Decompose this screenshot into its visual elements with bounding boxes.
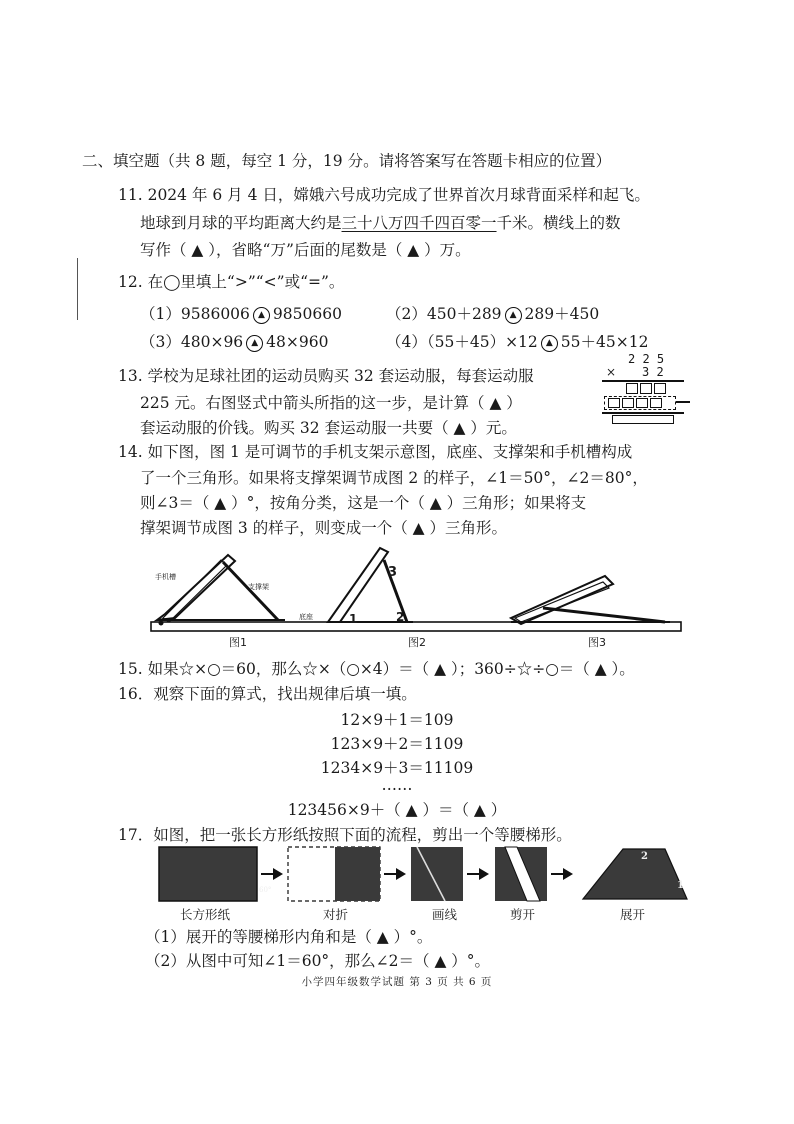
calc-box xyxy=(608,398,620,408)
q11-line1: 11. 2024 年 6 月 4 日，嫦娥六号成功完成了世界首次月球背面采样和起飞。 xyxy=(118,186,650,204)
calc-box xyxy=(650,398,662,408)
q12-item-1 xyxy=(140,302,342,324)
base-plate xyxy=(151,622,681,631)
label-support: 支撑架 xyxy=(248,583,269,591)
q16-eq-2: 123×9＋2＝1109 xyxy=(330,735,464,753)
q12-right: 9850660 xyxy=(272,305,342,323)
q12-left: 450＋289 xyxy=(426,305,502,323)
compare-circle: ▲ xyxy=(505,307,522,324)
rectangle-paper xyxy=(159,847,257,901)
trapezoid-angle-1: 1 xyxy=(677,880,684,891)
q13-line1: 13. 学校为足球社团的运动员购买 32 套运动服，每套运动服 xyxy=(118,367,534,385)
q16-stem: 16．观察下面的算式，找出规律后填一填。 xyxy=(118,685,417,703)
step-label-fold: 对折 xyxy=(323,907,349,922)
q11-underlined-number: 三十八万四千四百零一 xyxy=(341,214,497,232)
q11-line2-post: 千米。横线上的数 xyxy=(496,214,621,232)
label-base: 底座 xyxy=(299,613,313,621)
label-phone-slot: 手机槽 xyxy=(155,573,176,581)
angle-3-label: 3 xyxy=(388,565,398,580)
draw-line-paper xyxy=(411,847,463,901)
calc-bottom: 3 2 xyxy=(642,365,664,379)
step-label-cut: 剪开 xyxy=(510,907,536,922)
figure-2-label: 图2 xyxy=(408,636,426,649)
q12-left: 9586006 xyxy=(180,305,250,323)
q15-line: 15. 如果☆×○＝60，那么☆×（○×4）＝（ ▲ ）；360÷☆÷○＝（ ▲ ）。 xyxy=(118,660,635,678)
folded-half xyxy=(335,847,380,901)
compare-circle: ▲ xyxy=(541,335,558,352)
calc-box xyxy=(622,398,634,408)
q12-item-2 xyxy=(386,302,599,324)
q14-line3: 则∠3＝（ ▲ ）°，按角分类，这是一个（ ▲ ）三角形；如果将支 xyxy=(140,494,587,512)
calc-times: × xyxy=(606,365,617,379)
step-label-unfold: 展开 xyxy=(620,907,646,922)
q12-left: 480×96 xyxy=(180,333,244,351)
step-label-draw: 画线 xyxy=(432,907,458,922)
q12-item-label: （1） xyxy=(140,305,181,323)
calc-line xyxy=(602,380,684,382)
compare-circle: ▲ xyxy=(253,307,270,324)
q11-line3: 写作（ ▲ ），省略“万”后面的尾数是（ ▲ ）万。 xyxy=(140,241,471,259)
q16-eq-3: 1234×9＋3＝11109 xyxy=(320,759,474,777)
arrow-icon xyxy=(467,868,489,880)
q11-line2 xyxy=(140,211,621,233)
q12-right: 48×960 xyxy=(266,333,329,351)
figure-3-label: 图3 xyxy=(588,636,606,649)
calc-top: 2 2 5 xyxy=(628,352,665,366)
q12-item-3 xyxy=(140,330,328,352)
vertical-calculation xyxy=(598,352,698,422)
calc-box xyxy=(640,383,652,394)
q12-item-4 xyxy=(386,330,648,352)
q12-item-label: （4） xyxy=(386,333,427,351)
q12-item-label: （2） xyxy=(386,305,427,323)
q14-line2: 了一个三角形。如果将支撑架调节成图 2 的样子，∠1＝50°，∠2＝80°， xyxy=(140,469,648,487)
calc-box xyxy=(626,383,638,394)
q12-stem: 12. 在◯里填上“>”“<”或“=”。 xyxy=(118,273,345,291)
q11-line2-pre: 地球到月球的平均距离大约是 xyxy=(140,214,342,232)
angle-2-label: 2 xyxy=(396,610,405,624)
arrow-icon xyxy=(384,868,406,880)
q17-stem: 17．如图，把一张长方形纸按照下面的流程，剪出一个等腰梯形。 xyxy=(118,826,572,844)
q12-item-label: （3） xyxy=(140,333,181,351)
arrow-icon xyxy=(261,868,283,880)
q16-ellipsis: …… xyxy=(381,776,413,794)
margin-mark xyxy=(77,258,78,320)
calc-box xyxy=(636,398,648,408)
q14-line1: 14. 如下图，图 1 是可调节的手机支架示意图，底座、支撑架和手机槽构成 xyxy=(118,443,633,461)
page-footer: 小学四年级数学试题 第 3 页 共 6 页 xyxy=(301,976,493,988)
compare-circle: ▲ xyxy=(246,335,263,352)
q12-right: 55＋45×12 xyxy=(560,333,649,351)
arrow-icon xyxy=(551,868,573,880)
angle-1-label: 1 xyxy=(349,612,358,626)
calc-line xyxy=(602,412,684,414)
section-title: 二、填空题（共 8 题，每空 1 分，19 分。请将答案写在答题卡相应的位置） xyxy=(82,152,612,170)
q13-line2: 225 元。右图竖式中箭头所指的这一步，是计算（ ▲ ） xyxy=(140,394,522,412)
q17-sub1: （1）展开的等腰梯形内角和是（ ▲ ）°。 xyxy=(145,928,433,946)
arrow-icon xyxy=(676,401,690,403)
figure-3 xyxy=(511,576,670,624)
q13-line3: 套运动服的价钱。购买 32 套运动服一共要（ ▲ ）元。 xyxy=(140,419,517,437)
calc-result-boxes xyxy=(612,415,674,424)
q16-last: 123456×9＋（ ▲ ）＝（ ▲ ） xyxy=(287,801,507,819)
trapezoid-angle-2: 2 xyxy=(641,851,648,862)
q16-eq-1: 12×9＋1＝109 xyxy=(340,711,454,729)
step-label-rectangle: 长方形纸 xyxy=(180,907,231,922)
isosceles-trapezoid xyxy=(583,849,687,899)
paper-fold-flow xyxy=(155,843,690,903)
q17-sub2: （2）从图中可知∠1＝60°，那么∠2＝（ ▲ ）°。 xyxy=(145,952,491,970)
q14-line4: 撑架调节成图 3 的样子，则变成一个（ ▲ ）三角形。 xyxy=(140,519,507,537)
angle-60-label: 60° xyxy=(259,886,272,894)
calc-box xyxy=(654,383,666,394)
figure-1-label: 图1 xyxy=(229,636,247,649)
q12-left: （55＋45）×12 xyxy=(426,333,538,351)
q12-right: 289＋450 xyxy=(524,305,600,323)
